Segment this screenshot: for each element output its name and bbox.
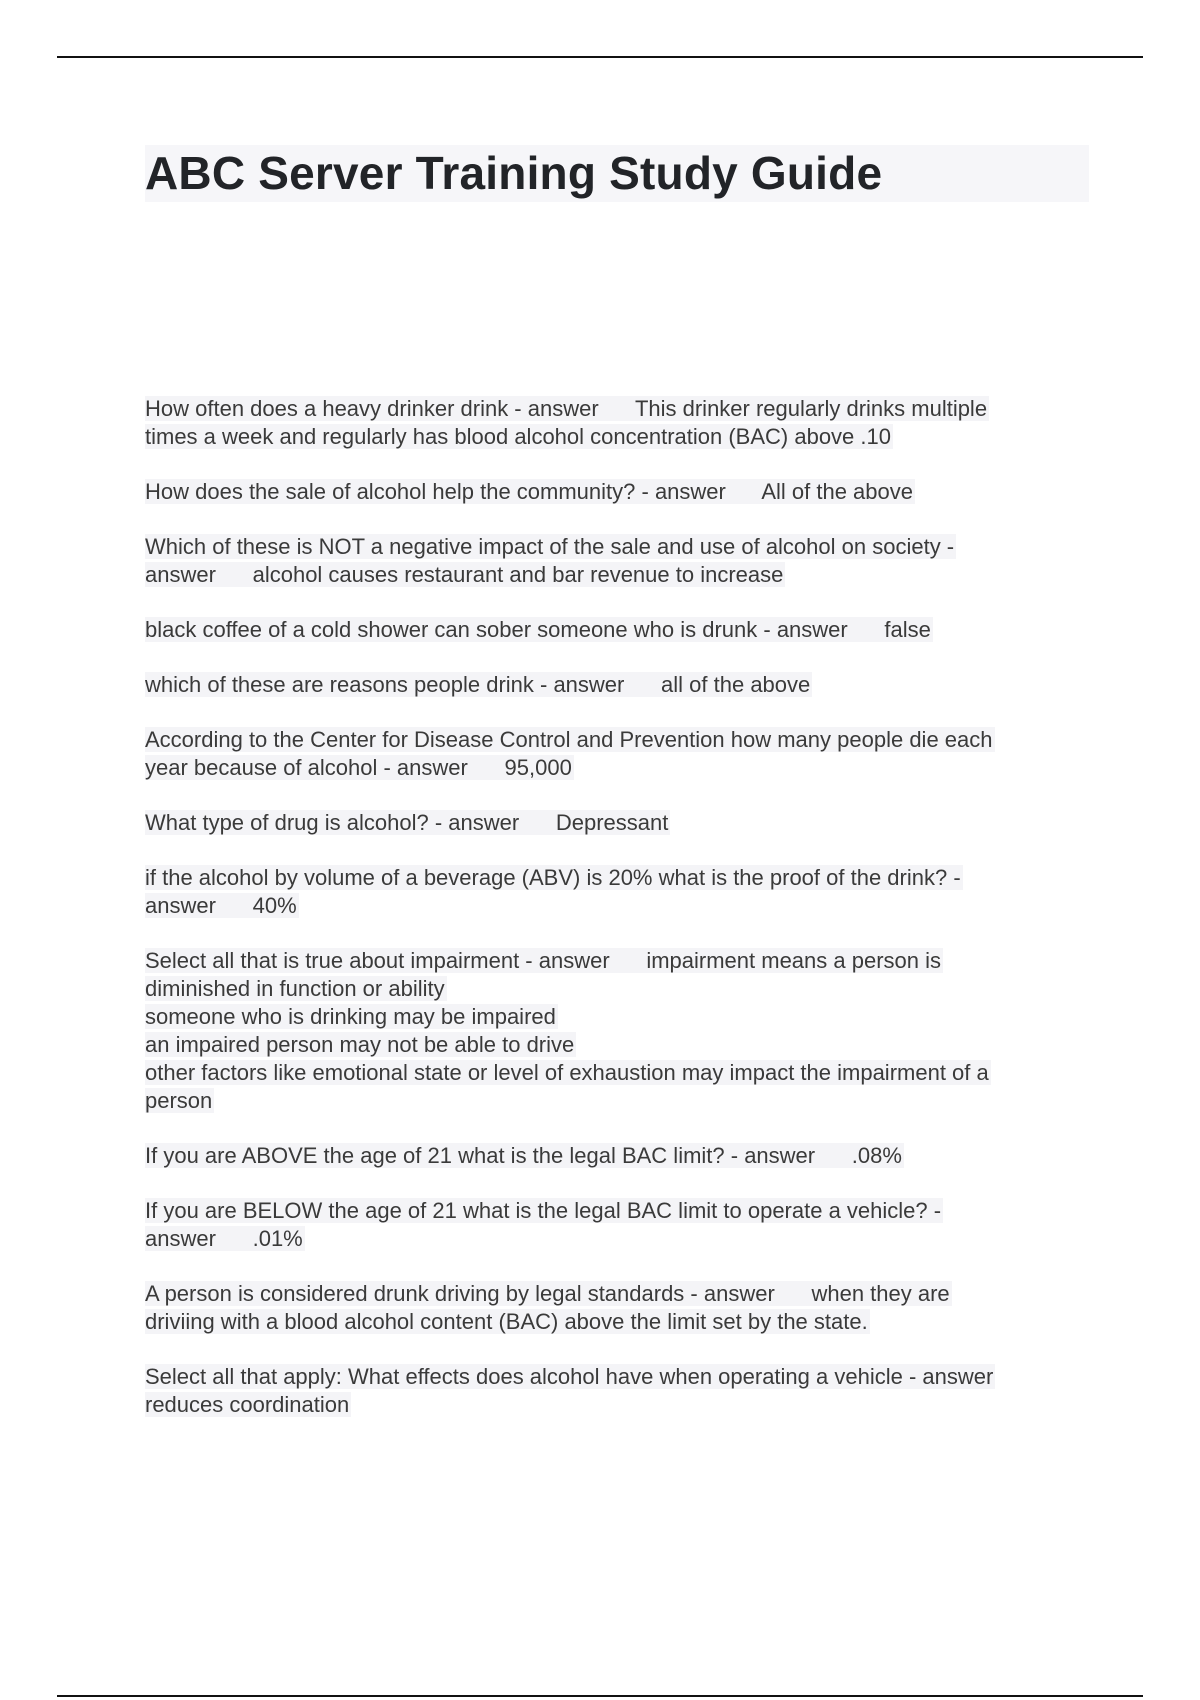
qa-line: Select all that is true about impairment - answer impairment means a person is [145,948,942,973]
qa-line: which of these are reasons people drink - answer all of the above [145,672,811,697]
qa-line: reduces coordination [145,1392,350,1417]
qa-line: black coffee of a cold shower can sober someone who is drunk - answer false [145,617,931,642]
qa-line: if the alcohol by volume of a beverage (ABV) is 20% what is the proof of the drink? - [145,865,961,890]
qa-line: How does the sale of alcohol help the community? - answer All of the above [145,479,913,504]
qa-item [145,864,1105,920]
qa-line: How often does a heavy drinker drink - answer This drinker regularly drinks multiple [145,396,988,421]
top-rule [57,56,1143,58]
qa-line: answer 40% [145,893,297,918]
qa-line: diminished in function or ability [145,976,445,1001]
qa-line: someone who is drinking may be impaired [145,1004,556,1029]
qa-item [145,533,1105,589]
qa-item [145,671,1105,699]
qa-list [145,395,1105,1446]
qa-item [145,809,1105,837]
page-title: ABC Server Training Study Guide [145,147,883,199]
bottom-rule [57,1695,1143,1697]
qa-item [145,395,1105,451]
qa-line: According to the Center for Disease Control and Prevention how many people die each [145,727,993,752]
qa-item [145,947,1105,1115]
qa-item [145,1280,1105,1336]
qa-line: times a week and regularly has blood alcohol concentration (BAC) above .10 [145,424,891,449]
qa-line: A person is considered drunk driving by legal standards - answer when they are [145,1281,950,1306]
qa-line: answer .01% [145,1226,303,1251]
qa-line: Which of these is NOT a negative impact of the sale and use of alcohol on society - [145,534,955,559]
qa-line: Select all that apply: What effects does alcohol have when operating a vehicle - answer [145,1364,994,1389]
qa-item [145,726,1105,782]
qa-line: year because of alcohol - answer 95,000 [145,755,572,780]
qa-line: driviing with a blood alcohol content (BAC) above the limit set by the state. [145,1309,868,1334]
qa-item [145,1363,1105,1419]
qa-line: person [145,1088,213,1113]
qa-line: an impaired person may not be able to drive [145,1032,575,1057]
qa-line: If you are BELOW the age of 21 what is the legal BAC limit to operate a vehicle? - [145,1198,942,1223]
qa-item [145,478,1105,506]
qa-line: If you are ABOVE the age of 21 what is the legal BAC limit? - answer .08% [145,1143,902,1168]
qa-item [145,1142,1105,1170]
qa-line: What type of drug is alcohol? - answer Depressant [145,810,669,835]
qa-item [145,1197,1105,1253]
qa-line: answer alcohol causes restaurant and bar revenue to increase [145,562,784,587]
qa-line: other factors like emotional state or level of exhaustion may impact the impairment of a [145,1060,989,1085]
qa-item [145,616,1105,644]
